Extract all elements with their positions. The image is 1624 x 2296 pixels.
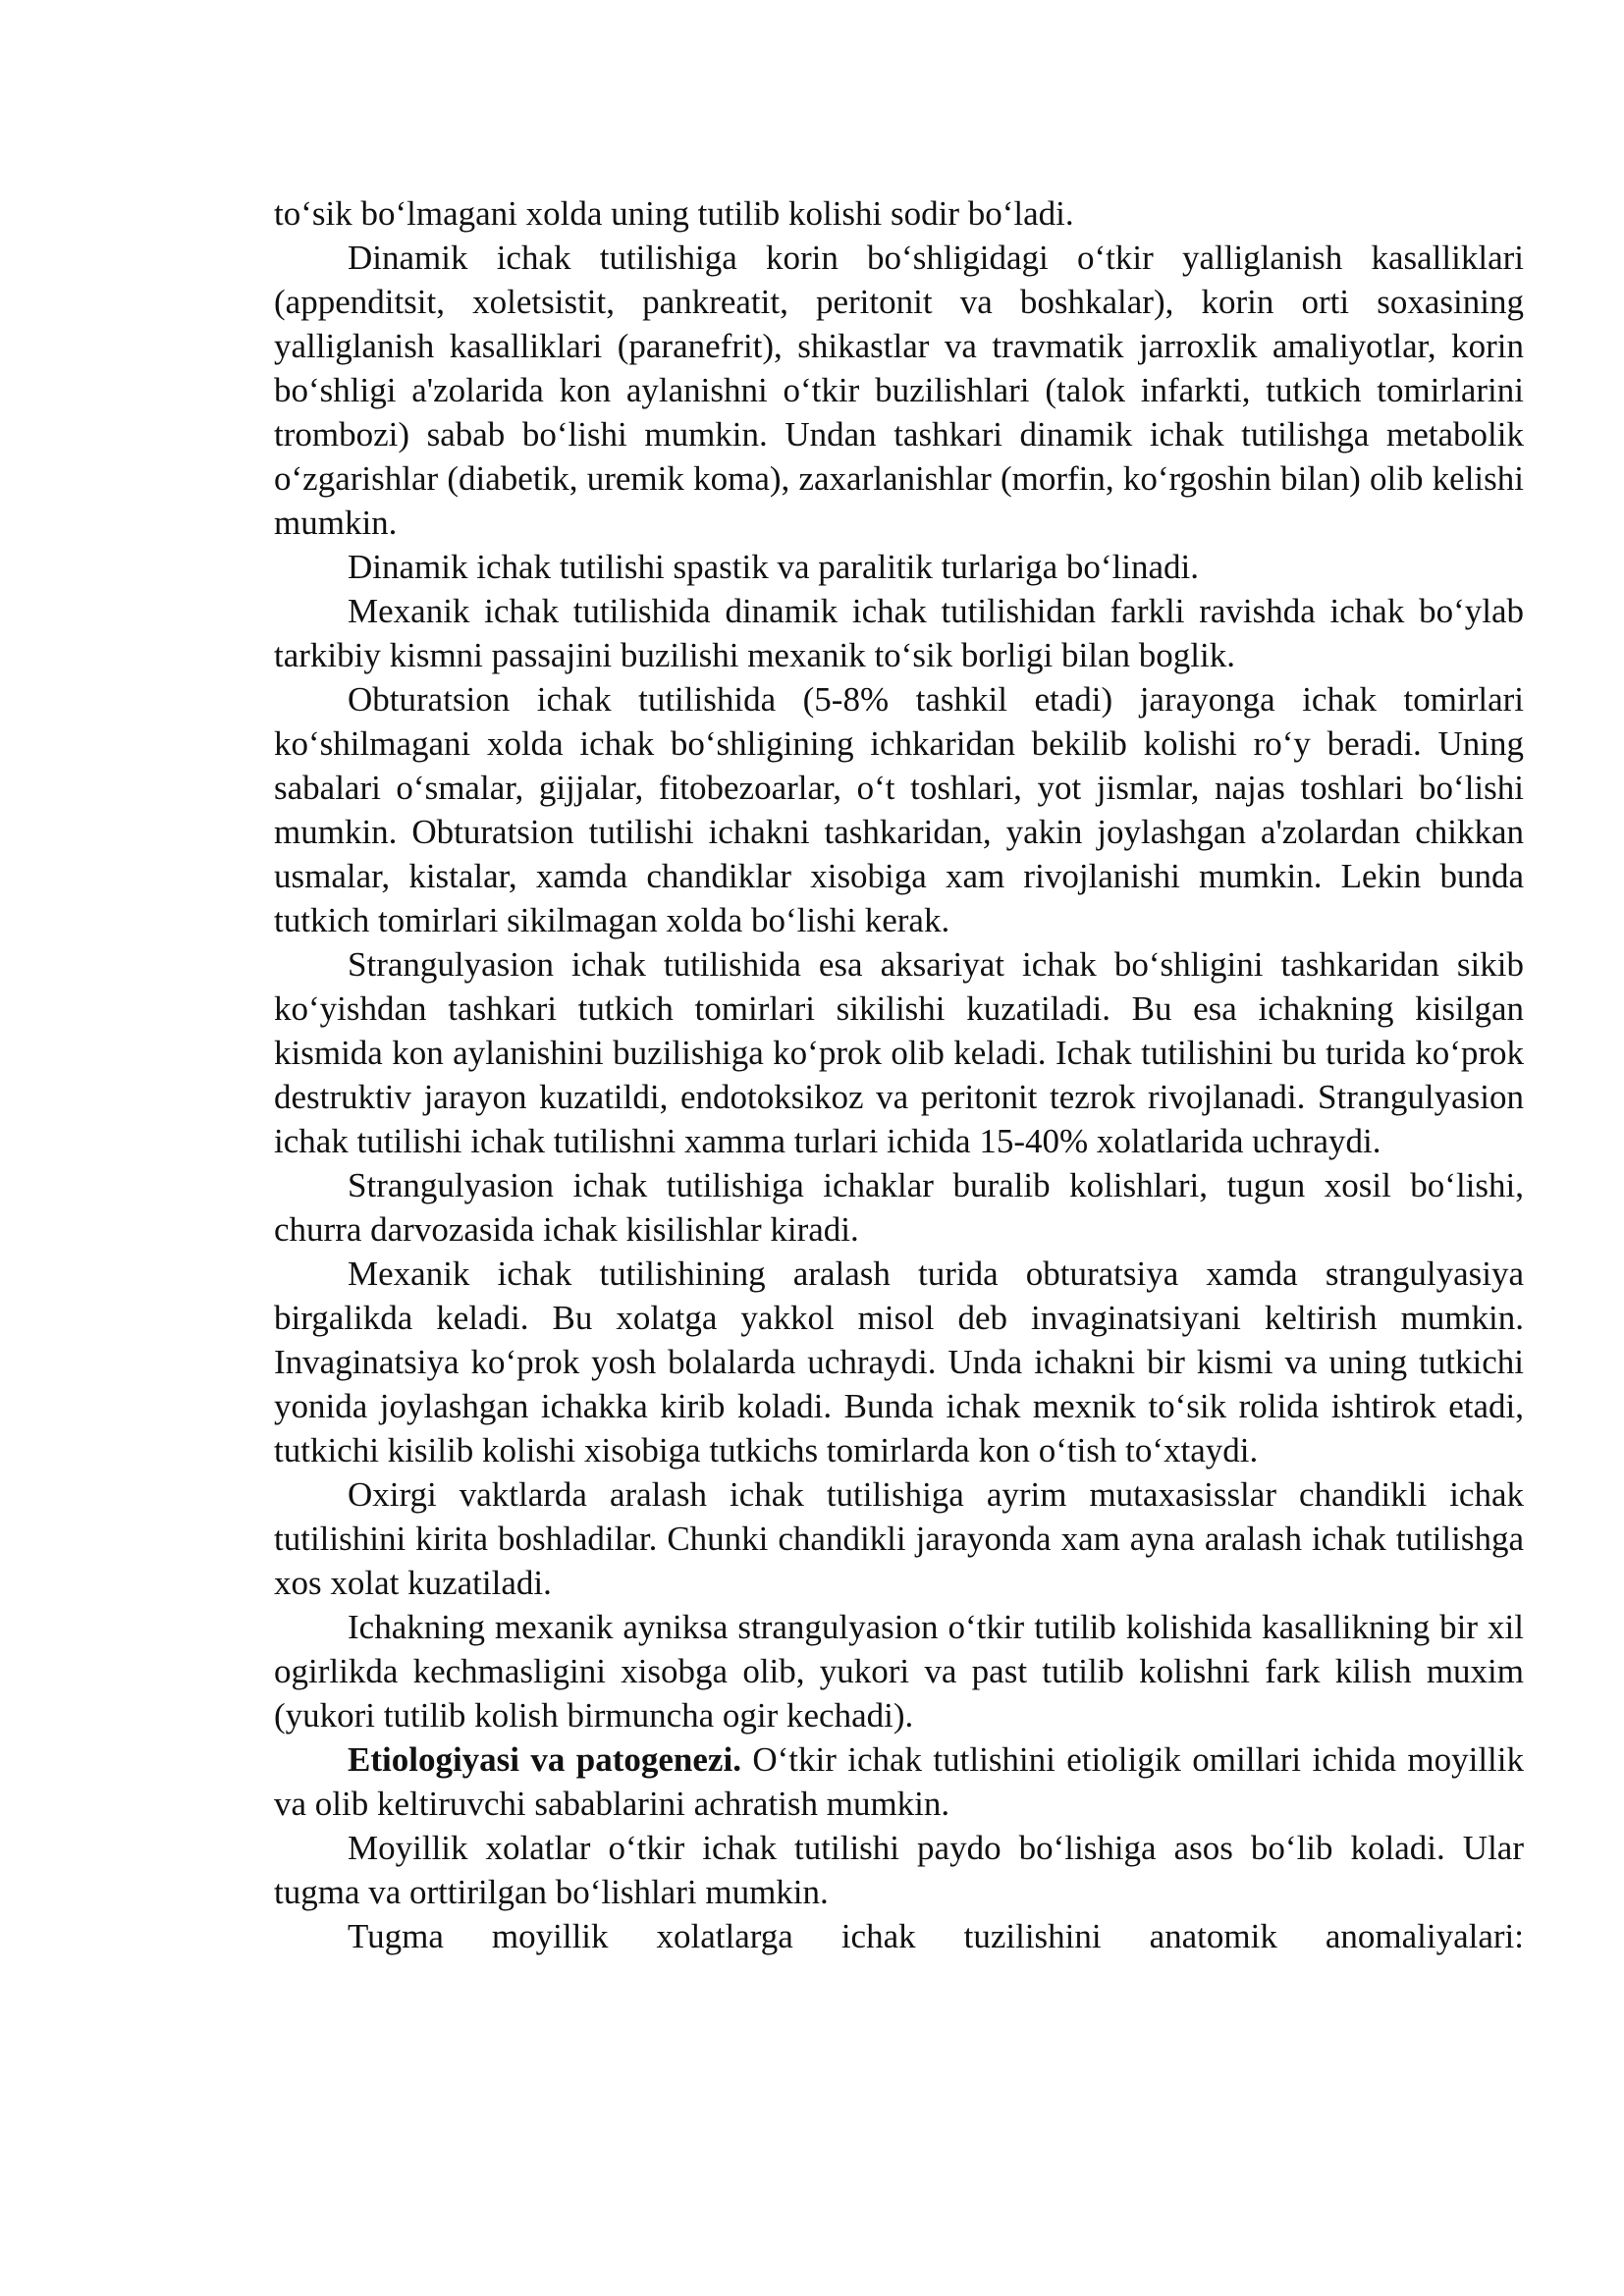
paragraph-text: Moyillik xolatlar o‘tkir ichak tutilishi paydo bo‘lishiga asos bo‘lib koladi. Ular tugma va orttirilgan bo‘lishlari mumkin. [274, 1829, 1524, 1911]
paragraph-text: Dinamik ichak tutilishiga korin bo‘shligidagi o‘tkir yalliglanish kasalliklari (appenditsit, xoletsistit, pankreatit, peritonit va boshkalar), korin orti soxasining yalliglanish kasalliklari (paranefrit), shikastlar va travmatik jarroxlik amaliyotlar, korin bo‘shligi a'zolarida kon aylanishni o‘tkir buzilishlari (talok infarkti, tutkich tomirlarini trombozi) sabab bo‘lishi mumkin. Undan tashkari dinamik ichak tutilishga metabolik o‘zgarishlar (diabetik, uremik koma), zaxarlanishlar (morfin, ko‘rgoshin bilan) olib kelishi mumkin. [274, 239, 1524, 542]
paragraph-text: Strangulyasion ichak tutilishida esa aksariyat ichak bo‘shligini tashkaridan sikib ko‘yishdan tashkari tutkich tomirlari sikilishi kuzatiladi. Bu esa ichakning kisilgan kismida kon aylanishini buzilishiga ko‘prok olib keladi. Ichak tutilishini bu turida ko‘prok destruktiv jarayon kuzatildi, endotoksikoz va peritonit tezrok rivojlanadi. Strangulyasion ichak tutilishi ichak tutilishni xamma turlari ichida 15-40% xolatlarida uchraydi. [274, 945, 1524, 1160]
paragraph-text: Mexanik ichak tutilishida dinamik ichak tutilishidan farkli ravishda ichak bo‘ylab tarkibiy kismni passajini buzilishi mexanik to‘sik borligi bilan boglik. [274, 592, 1524, 674]
document-page [274, 191, 1524, 1958]
paragraph-text: Oxirgi vaktlarda aralash ichak tutilishiga ayrim mutaxasisslar chandikli ichak tutilishini kirita boshladilar. Chunki chandikli jarayonda xam ayna aralash ichak tutilishga xos xolat kuzatiladi. [274, 1475, 1524, 1602]
paragraph-3 [274, 545, 1524, 589]
paragraph-text: Obturatsion ichak tutilishida (5-8% tashkil etadi) jarayonga ichak tomirlari ko‘shilmagani xolda ichak bo‘shligining ichkaridan bekilib kolishi ro‘y beradi. Uning sabalari o‘smalar, gijjalar, fitobezoarlar, o‘t toshlari, yot jismlar, najas toshlari bo‘lishi mumkin. Obturatsion tutilishi ichakni tashkaridan, yakin joylashgan a'zolardan chikkan usmalar, kistalar, xamda chandiklar xisobiga xam rivojlanishi mumkin. Lekin bunda tutkich tomirlari sikilmagan xolda bo‘lishi kerak. [274, 680, 1524, 939]
paragraph-8 [274, 1252, 1524, 1472]
paragraph-10 [274, 1605, 1524, 1737]
paragraph-5 [274, 677, 1524, 942]
paragraph-6 [274, 942, 1524, 1163]
paragraph-text: Ichakning mexanik ayniksa strangulyasion o‘tkir tutilib kolishida kasallikning bir xil ogirlikda kechmasligini xisobga olib, yukori va past tutilib kolishni fark kilish muxim (yukori tutilib kolish birmuncha ogir kechadi). [274, 1608, 1524, 1735]
paragraph-text: to‘sik bo‘lmagani xolda uning tutilib kolishi sodir bo‘ladi. [274, 194, 1074, 233]
paragraph-text: Mexanik ichak tutilishining aralash turida obturatsiya xamda strangulyasiya birgalikda keladi. Bu xolatga yakkol misol deb invaginatsiyani keltirish mumkin. Invaginatsiya ko‘prok yosh bolalarda uchraydi. Unda ichakni bir kismi va uning tutkichi yonida joylashgan ichakka kirib koladi. Bunda ichak mexnik to‘sik rolida ishtirok etadi, tutkichi kisilib kolishi xisobiga tutkichs tomirlarda kon o‘tish to‘xtaydi. [274, 1255, 1524, 1469]
paragraph-11 [274, 1737, 1524, 1826]
paragraph-4 [274, 589, 1524, 677]
paragraph-7 [274, 1163, 1524, 1252]
paragraph-9 [274, 1472, 1524, 1605]
paragraph-12 [274, 1826, 1524, 1914]
paragraph-text: O‘tkir ichak tutlishini etioligik omillari ichida moyillik va olib keltiruvchi sabablarini achratish mumkin. [274, 1740, 1524, 1823]
paragraph-13 [274, 1914, 1524, 1958]
paragraph-text: Strangulyasion ichak tutilishiga ichaklar buralib kolishlari, tugun xosil bo‘lishi, churra darvozasida ichak kisilishlar kiradi. [274, 1166, 1524, 1249]
section-heading: Etiologiyasi va patogenezi. [348, 1740, 741, 1779]
paragraph-text: Tugma moyillik xolatlarga ichak tuzilishini anatomik anomaliyalari: [348, 1917, 1524, 1955]
paragraph-1 [274, 191, 1524, 236]
paragraph-text: Dinamik ichak tutilishi spastik va paralitik turlariga bo‘linadi. [348, 548, 1200, 586]
paragraph-2 [274, 236, 1524, 545]
